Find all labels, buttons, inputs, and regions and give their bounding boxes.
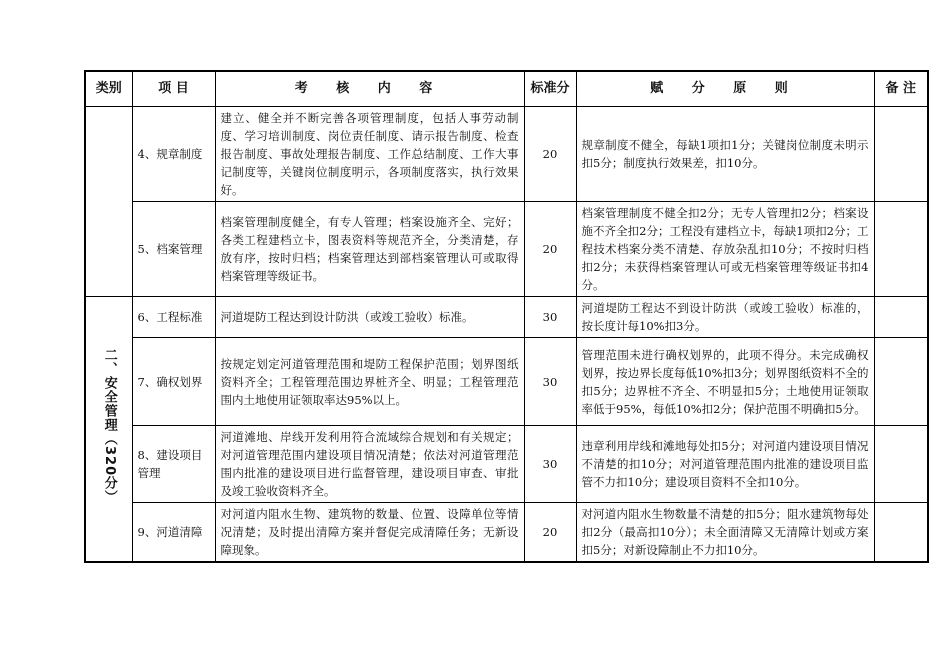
remark-cell: [874, 297, 928, 338]
content-cell: 河道堤防工程达到设计防洪（或竣工验收）标准。: [215, 297, 524, 338]
evaluation-table: [84, 70, 929, 563]
evaluation-sheet: [84, 70, 927, 563]
remark-cell: [874, 503, 928, 563]
item-cell: 7、确权划界: [132, 338, 215, 426]
remark-cell: [874, 202, 928, 297]
score-cell: 20: [524, 107, 576, 202]
table-row: [85, 107, 928, 202]
table-row: [85, 297, 928, 338]
rule-cell: 河道堤防工程达不到设计防洪（或竣工验收）标准的，按长度计每10%扣3分。: [576, 297, 874, 338]
item-cell: 8、建设项目管理: [132, 426, 215, 503]
rule-cell: 规章制度不健全，每缺1项扣1分；关键岗位制度未明示扣5分；制度执行效果差，扣10分。: [576, 107, 874, 202]
score-cell: 20: [524, 503, 576, 563]
category-cell: [85, 107, 132, 297]
score-cell: 20: [524, 202, 576, 297]
remark-cell: [874, 426, 928, 503]
table-row: [85, 503, 928, 563]
rule-cell: 对河道内阻水生物数量不清楚的扣5分；阻水建筑物每处扣2分（最高扣10分）；未全面清障又无清障计划或方案扣5分；对新设障制止不力扣10分。: [576, 503, 874, 563]
item-cell: 4、规章制度: [132, 107, 215, 202]
header-remark: 备 注: [874, 71, 928, 107]
header-score: 标准分: [524, 71, 576, 107]
table-row: [85, 202, 928, 297]
header-row: [85, 71, 928, 107]
table-row: [85, 338, 928, 426]
content-cell: 对河道内阻水生物、建筑物的数量、位置、设障单位等情况清楚；及时提出清障方案并督促完成清障任务；无新设障现象。: [215, 503, 524, 563]
rule-cell: 违章利用岸线和滩地每处扣5分；对河道内建设项目情况不清楚的扣10分；对河道管理范围内批准的建设项目监管不力扣10分；建设项目资料不全扣10分。: [576, 426, 874, 503]
remark-cell: [874, 107, 928, 202]
header-category: 类别: [85, 71, 132, 107]
content-cell: 按规定划定河道管理范围和堤防工程保护范围；划界图纸资料齐全；工程管理范围边界桩齐全、明显；工程管理范围内土地使用证领取率达95%以上。: [215, 338, 524, 426]
score-cell: 30: [524, 426, 576, 503]
rule-cell: 档案管理制度不健全扣2分；无专人管理扣2分；档案设施不齐全扣2分；工程没有建档立卡，每缺1项扣2分；工程技术档案分类不清楚、存放杂乱扣10分；不按时归档扣2分；未获得档案管理认可或无档案管理等级证书扣4分。: [576, 202, 874, 297]
header-rule: 赋 分 原 则: [576, 71, 874, 107]
category-label: 二、安全管理（320分）: [101, 348, 117, 505]
item-cell: 9、河道清障: [132, 503, 215, 563]
content-cell: 建立、健全并不断完善各项管理制度，包括人事劳动制度、学习培训制度、岗位责任制度、请示报告制度、检查报告制度、事故处理报告制度、工作总结制度、工作大事记制度等，关键岗位制度明示，各项制度落实，执行效果好。: [215, 107, 524, 202]
score-cell: 30: [524, 297, 576, 338]
remark-cell: [874, 338, 928, 426]
header-item: 项 目: [132, 71, 215, 107]
score-cell: 30: [524, 338, 576, 426]
item-cell: 6、工程标准: [132, 297, 215, 338]
table-row: [85, 426, 928, 503]
content-cell: 河道滩地、岸线开发利用符合流域综合规划和有关规定；对河道管理范围内建设项目情况清楚；依法对河道管理范围内批准的建设项目进行监督管理，建设项目审查、审批及竣工验收资料齐全。: [215, 426, 524, 503]
content-cell: 档案管理制度健全，有专人管理；档案设施齐全、完好；各类工程建档立卡，图表资料等规范齐全，分类清楚，存放有序，按时归档；档案管理达到部档案管理认可或取得档案管理等级证书。: [215, 202, 524, 297]
rule-cell: 管理范围未进行确权划界的，此项不得分。未完成确权划界，按边界长度每低10%扣3分；划界图纸资料不全的扣5分；边界桩不齐全、不明显扣5分；土地使用证领取率低于95%，每低10%扣2分；保护范围不明确扣5分。: [576, 338, 874, 426]
item-cell: 5、档案管理: [132, 202, 215, 297]
header-content: 考 核 内 容: [215, 71, 524, 107]
category-cell: [85, 297, 132, 563]
